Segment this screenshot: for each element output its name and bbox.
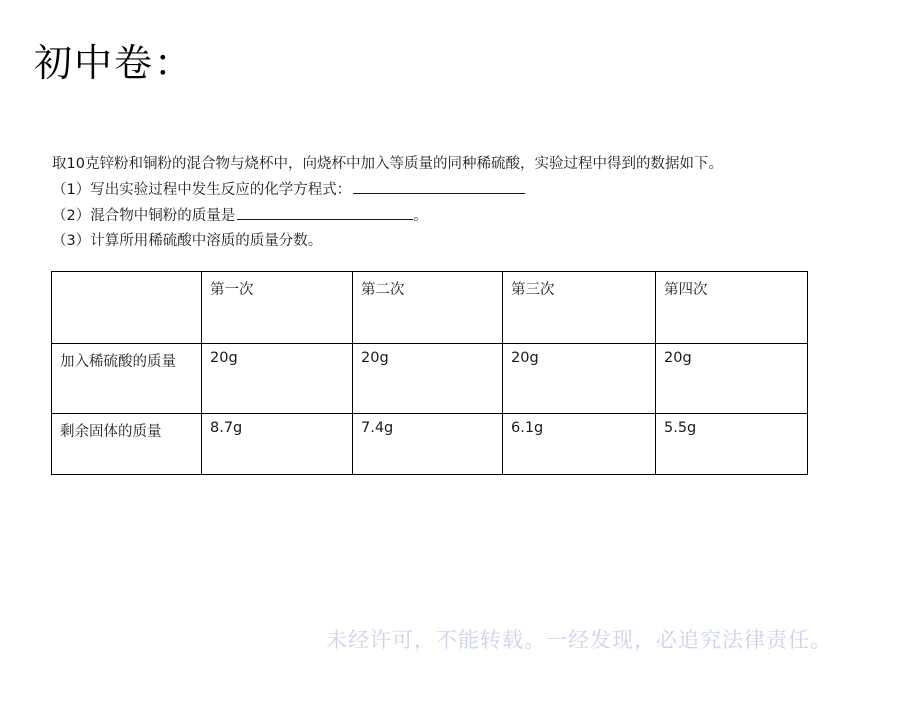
table-header-row (52, 272, 808, 344)
table-header-cell (52, 272, 202, 344)
question-block (52, 152, 832, 254)
question-part-1 (52, 177, 832, 203)
question-part-3: （3）计算所用稀硫酸中溶质的质量分数。 (52, 233, 323, 249)
table-row (52, 414, 808, 475)
question-part-2-end: 。 (413, 208, 428, 224)
table-cell: 20g (503, 344, 656, 414)
table-header-cell: 第一次 (202, 272, 353, 344)
table-cell: 20g (353, 344, 503, 414)
question-part-1-text: （1）写出实验过程中发生反应的化学方程式： (52, 182, 352, 198)
table-cell: 5.5g (656, 414, 808, 475)
page-title: 初中卷： (34, 41, 195, 85)
copyright-watermark: 未经许可，不能转载。一经发现，必追究法律责任。 (326, 628, 832, 652)
question-part-2 (52, 203, 832, 229)
table-cell: 20g (202, 344, 353, 414)
table-header-cell: 第二次 (353, 272, 503, 344)
answer-blank-2 (237, 203, 413, 220)
table-header-cell: 第三次 (503, 272, 656, 344)
answer-blank-1 (353, 177, 525, 194)
question-intro: 取10克锌粉和铜粉的混合物与烧杯中，向烧杯中加入等质量的同种稀硫酸，实验过程中得到的数据如下。 (52, 156, 723, 172)
table-header-cell: 第四次 (656, 272, 808, 344)
table-row (52, 344, 808, 414)
table-cell: 20g (656, 344, 808, 414)
table-row-label: 加入稀硫酸的质量 (52, 344, 202, 414)
data-table (51, 271, 808, 475)
question-part-2-text: （2）混合物中铜粉的质量是 (52, 208, 236, 224)
table-cell: 8.7g (202, 414, 353, 475)
table-row-label: 剩余固体的质量 (52, 414, 202, 475)
table-cell: 6.1g (503, 414, 656, 475)
table-cell: 7.4g (353, 414, 503, 475)
